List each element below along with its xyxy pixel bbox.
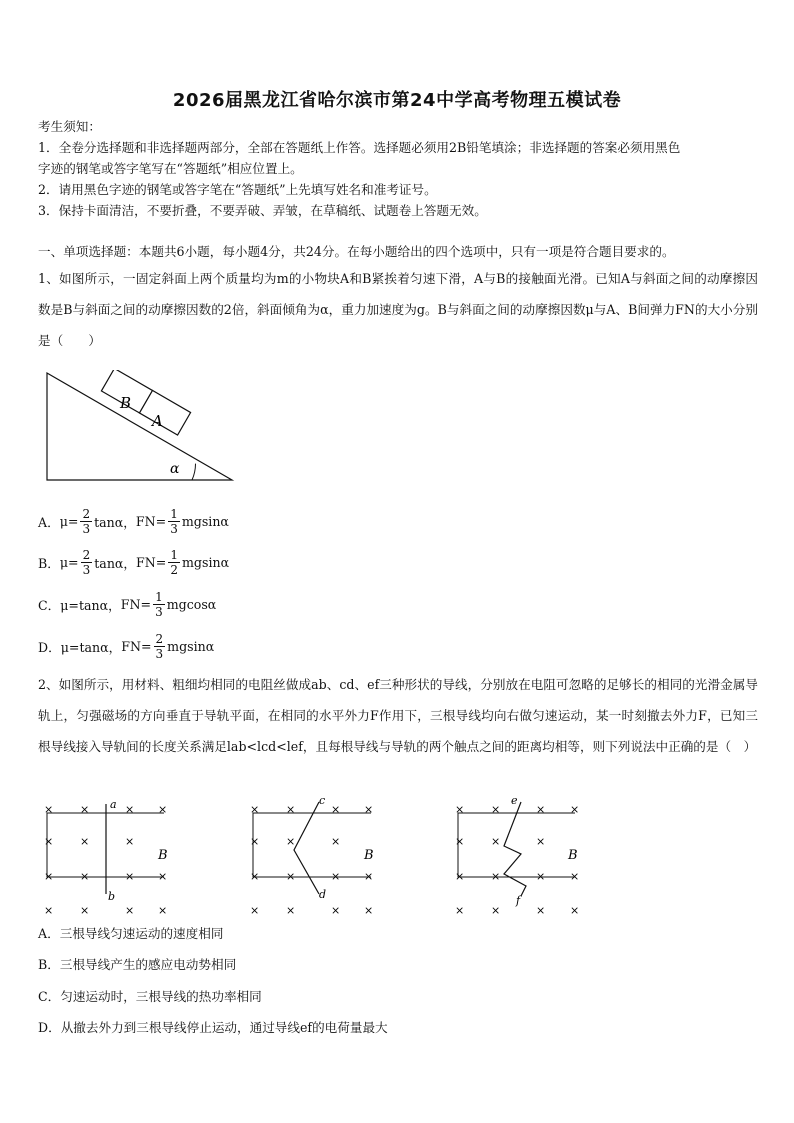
option-label: A． bbox=[38, 515, 60, 530]
field-cross: × bbox=[364, 904, 374, 917]
field-cross: × bbox=[570, 870, 580, 883]
denominator: 3 bbox=[82, 522, 91, 536]
field-cross: × bbox=[80, 870, 90, 883]
field-cross: × bbox=[44, 904, 54, 917]
fraction bbox=[154, 632, 166, 661]
notice-heading: 考生须知： bbox=[38, 119, 101, 134]
label-f: f bbox=[516, 894, 521, 907]
field-cross: × bbox=[125, 803, 135, 816]
field-cross: × bbox=[331, 904, 341, 917]
field-cross: × bbox=[570, 803, 580, 816]
denominator: 3 bbox=[155, 605, 163, 619]
field-cross: × bbox=[331, 803, 341, 816]
field-cross: × bbox=[80, 803, 90, 816]
denominator: 2 bbox=[170, 563, 178, 577]
rails-figure bbox=[36, 794, 596, 920]
field-cross: × bbox=[158, 803, 168, 816]
question-1-stem: 1、如图所示，一固定斜面上两个质量均为m的小物块A和B紧挨着匀速下滑，A与B的接触面光滑。已知A与斜面之间的动摩擦因数是B与斜面之间的动摩擦因数的2倍，斜面倾角为α，重力加速度为g。B与斜面之间的动摩擦因数μ与A、B间弹力FN的大小分别是（ ） bbox=[38, 271, 758, 348]
force-suffix: mgsinα bbox=[181, 514, 229, 529]
angle-label: α bbox=[170, 461, 180, 477]
field-cross: × bbox=[158, 870, 168, 883]
q2-option-c: C．匀速运动时，三根导线的热功率相同 bbox=[38, 989, 262, 1004]
field-cross: × bbox=[125, 904, 135, 917]
incline-figure bbox=[44, 370, 236, 484]
fraction bbox=[168, 548, 180, 577]
numerator: 1 bbox=[170, 548, 178, 562]
notice-item-2: 2．请用黑色字迹的钢笔或答字笔在“答题纸”上先填写姓名和准考证号。 bbox=[38, 182, 437, 197]
field-cross: × bbox=[364, 803, 374, 816]
force-prefix: FN= bbox=[135, 514, 167, 529]
fraction bbox=[80, 507, 92, 536]
field-cross: × bbox=[286, 870, 296, 883]
q2-option-b: B．三根导线产生的感应电动势相同 bbox=[38, 957, 237, 972]
notice-item-3: 3．保持卡面清洁，不要折叠，不要弄破、弄皱，在草稿纸、试题卷上答题无效。 bbox=[38, 203, 487, 218]
numerator: 2 bbox=[155, 632, 164, 646]
field-cross: × bbox=[536, 904, 546, 917]
mu-prefix: μ= bbox=[59, 514, 79, 529]
field-cross: × bbox=[491, 835, 501, 848]
option-label: C． bbox=[38, 598, 61, 613]
notice-item-1-cont: 字迹的钢笔或答字笔写在“答题纸”相应位置上。 bbox=[38, 161, 303, 176]
mu-prefix: μ= bbox=[59, 555, 79, 570]
fraction bbox=[168, 507, 180, 536]
q1-option-c bbox=[38, 590, 216, 619]
field-cross: × bbox=[286, 835, 296, 848]
field-cross: × bbox=[286, 904, 296, 917]
field-cross: × bbox=[491, 870, 501, 883]
force-suffix: mgsinα bbox=[181, 555, 230, 570]
force-suffix: mgsinα bbox=[167, 639, 215, 654]
field-cross: × bbox=[44, 835, 54, 848]
field-cross: × bbox=[536, 835, 546, 848]
block-b-label: B bbox=[120, 394, 132, 412]
field-cross: × bbox=[80, 904, 90, 917]
notice-item-1: 1．全卷分选择题和非选择题两部分，全部在答题纸上作答。选择题必须用2B铅笔填涂；非选择题的答案必须用黑色 bbox=[38, 140, 681, 155]
field-cross: × bbox=[44, 870, 54, 883]
option-label: B． bbox=[38, 556, 60, 571]
field-cross: × bbox=[250, 904, 260, 917]
mu-suffix: tanα， bbox=[94, 515, 136, 530]
q2-option-d: D．从撤去外力到三根导线停止运动，通过导线ef的电荷量最大 bbox=[38, 1020, 388, 1035]
q1-option-a bbox=[38, 507, 229, 536]
field-cross: × bbox=[158, 904, 168, 917]
field-cross: × bbox=[455, 835, 465, 848]
numerator: 2 bbox=[82, 548, 91, 562]
mu-suffix: tanα， bbox=[94, 556, 137, 571]
field-label-3: B bbox=[568, 848, 578, 863]
q1-option-b bbox=[38, 548, 229, 577]
rail-panel-ab bbox=[47, 798, 168, 903]
option-label: D． bbox=[38, 640, 61, 655]
q1-option-d bbox=[38, 632, 214, 661]
page-title: 2026届黑龙江省哈尔滨市第24中学高考物理五模试卷 bbox=[172, 90, 622, 111]
numerator: 1 bbox=[155, 590, 163, 604]
wire-ef bbox=[504, 802, 526, 896]
field-cross: × bbox=[125, 835, 135, 848]
field-cross: × bbox=[364, 870, 374, 883]
field-cross: × bbox=[536, 870, 546, 883]
block-a-label: A bbox=[152, 412, 163, 430]
q2-option-a: A．三根导线匀速运动的速度相同 bbox=[38, 926, 224, 941]
field-cross: × bbox=[491, 904, 501, 917]
field-cross: × bbox=[455, 904, 465, 917]
label-c: c bbox=[319, 794, 326, 807]
wire-cd bbox=[294, 802, 319, 894]
force-suffix: mgcosα bbox=[166, 597, 217, 612]
field-cross: × bbox=[455, 803, 465, 816]
label-e: e bbox=[511, 794, 518, 807]
field-cross: × bbox=[331, 870, 341, 883]
field-cross: × bbox=[250, 803, 260, 816]
numerator: 1 bbox=[170, 507, 178, 521]
mu-text: μ=tanα， bbox=[60, 598, 121, 613]
denominator: 3 bbox=[82, 563, 91, 577]
question-2-stem: 2、如图所示，用材料、粗细均相同的电阻丝做成ab、cd、ef三种形状的导线，分别放在电阻可忽略的足够长的相同的光滑金属导轨上，匀强磁场的方向垂直于导轨平面，在相同的水平外力F作用下，三根导线均向右做匀速运动，某一时刻撤去外力F，已知三根导线接入导轨间的长度关系满足lab<lcd<lef，且每根导线与导轨的两个触点之间的距离均相等，则下列说法中正确的是（ ） bbox=[38, 677, 758, 754]
field-cross: × bbox=[570, 904, 580, 917]
magnetic-field-crosses bbox=[44, 803, 579, 917]
field-cross: × bbox=[250, 870, 260, 883]
mu-text: μ=tanα， bbox=[60, 640, 122, 655]
field-label-1: B bbox=[158, 848, 168, 863]
denominator: 3 bbox=[170, 522, 178, 536]
label-d: d bbox=[319, 888, 327, 901]
field-cross: × bbox=[44, 803, 54, 816]
rail-panel-cd bbox=[253, 794, 374, 901]
numerator: 2 bbox=[82, 507, 91, 521]
field-cross: × bbox=[331, 835, 341, 848]
fraction bbox=[153, 590, 165, 619]
denominator: 3 bbox=[155, 647, 164, 661]
force-prefix: FN= bbox=[120, 597, 152, 612]
rail-panel-ef bbox=[458, 794, 578, 907]
field-cross: × bbox=[536, 803, 546, 816]
section-heading: 一、单项选择题：本题共6小题，每小题4分，共24分。在每小题给出的四个选项中，只有一项是符合题目要求的。 bbox=[38, 244, 675, 259]
field-cross: × bbox=[250, 835, 260, 848]
field-cross: × bbox=[455, 870, 465, 883]
fraction bbox=[81, 548, 93, 577]
field-cross: × bbox=[125, 870, 135, 883]
force-prefix: FN= bbox=[121, 639, 152, 654]
label-b: b bbox=[108, 890, 116, 903]
label-a: a bbox=[110, 798, 117, 811]
field-cross: × bbox=[286, 803, 296, 816]
field-cross: × bbox=[491, 803, 501, 816]
field-label-2: B bbox=[364, 848, 374, 863]
field-cross: × bbox=[80, 835, 90, 848]
force-prefix: FN= bbox=[136, 555, 167, 570]
